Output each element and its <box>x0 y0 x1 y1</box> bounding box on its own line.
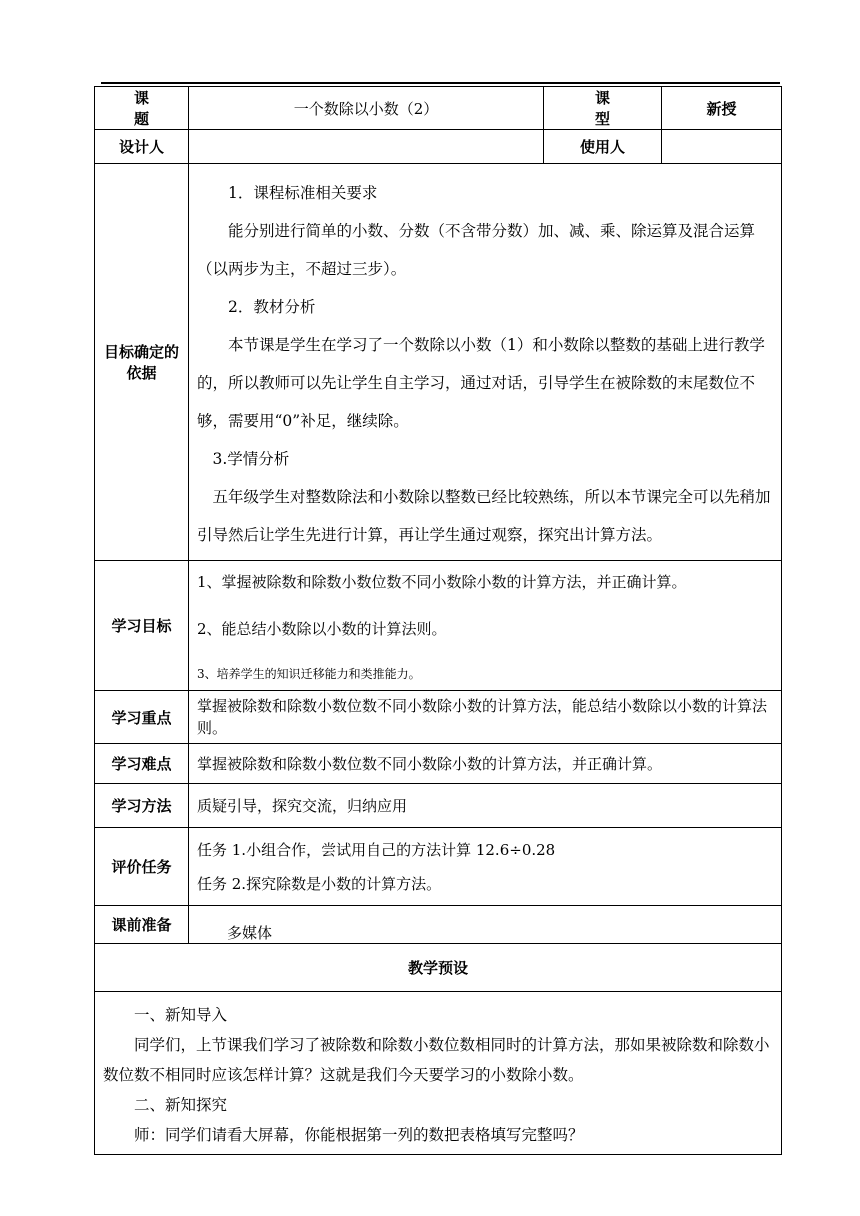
key-point-text: 掌握被除数和除数小数位数不同小数除小数的计算方法，能总结小数除以小数的计算法则。 <box>189 691 782 744</box>
teaching-body <box>95 992 782 1155</box>
designer-value <box>189 130 544 164</box>
section-1-text: 同学们，上节课我们学习了被除数和除数小数位数相同时的计算方法，那如果被除数和除数小数位数不相同时应该怎样计算？这就是我们今天要学习的小数除小数。 <box>103 1036 770 1084</box>
basis-heading-3: 3.学情分析 <box>212 450 290 468</box>
teaching-body-row <box>95 992 782 1155</box>
method-label: 学习方法 <box>95 784 189 828</box>
basis-text-1: 能分别进行简单的小数、分数（不含带分数）加、减、乘、除运算及混合运算（以两步为主，不超过三步）。 <box>197 222 756 278</box>
prep-text: 多媒体 <box>189 906 782 944</box>
teaching-title: 教学预设 <box>95 944 782 992</box>
method-text: 质疑引导，探究交流，归纳应用 <box>189 784 782 828</box>
goals-label: 学习目标 <box>95 561 189 691</box>
prep-row <box>95 906 782 944</box>
difficulty-label: 学习难点 <box>95 744 189 784</box>
tasks-row <box>95 828 782 906</box>
tasks-label: 评价任务 <box>95 828 189 906</box>
designer-row <box>95 130 782 164</box>
method-row <box>95 784 782 828</box>
designer-label: 设计人 <box>95 130 189 164</box>
difficulty-row <box>95 744 782 784</box>
type-value: 新授 <box>662 87 782 130</box>
task-2: 任务 2.探究除数是小数的计算方法。 <box>197 874 442 893</box>
section-1-heading: 一、新知导入 <box>134 1006 228 1024</box>
lesson-plan-table <box>94 86 782 1155</box>
section-2-heading: 二、新知探究 <box>134 1096 228 1114</box>
goal-item-1: 1、掌握被除数和除数小数位数不同小数除小数的计算方法，并正确计算。 <box>197 572 687 591</box>
basis-text-2: 本节课是学生在学习了一个数除以小数（1）和小数除以整数的基础上进行教学的，所以教师可以先让学生自主学习，通过对话，引导学生在被除数的末尾数位不够，需要用“0”补足，继续除。 <box>197 336 765 430</box>
goals-content <box>189 561 782 691</box>
top-rule <box>101 82 780 84</box>
basis-heading-1: 1．课程标准相关要求 <box>228 184 378 202</box>
basis-label: 目标确定的依据 <box>95 164 189 561</box>
topic-value: 一个数除以小数（2） <box>189 87 544 130</box>
difficulty-text: 掌握被除数和除数小数位数不同小数除小数的计算方法，并正确计算。 <box>189 744 782 784</box>
key-point-row <box>95 691 782 744</box>
goals-row <box>95 561 782 691</box>
prep-label: 课前准备 <box>95 906 189 944</box>
teaching-title-row <box>95 944 782 992</box>
key-point-label: 学习重点 <box>95 691 189 744</box>
user-label: 使用人 <box>544 130 662 164</box>
topic-label: 课 题 <box>95 87 189 130</box>
section-2-text: 师：同学们请看大屏幕，你能根据第一列的数把表格填写完整吗？ <box>134 1126 584 1144</box>
tasks-content <box>189 828 782 906</box>
basis-text-3: 五年级学生对整数除法和小数除以整数已经比较熟练，所以本节课完全可以先稍加引导然后让学生先进行计算，再让学生通过观察，探究出计算方法。 <box>197 488 771 544</box>
basis-heading-2: 2．教材分析 <box>228 298 316 316</box>
goal-item-2: 2、能总结小数除以小数的计算法则。 <box>197 619 447 638</box>
user-value <box>662 130 782 164</box>
type-label: 课 型 <box>544 87 662 130</box>
basis-content <box>189 164 782 561</box>
basis-row <box>95 164 782 561</box>
topic-row <box>95 87 782 130</box>
task-1: 任务 1.小组合作，尝试用自己的方法计算 12.6÷0.28 <box>197 840 556 859</box>
goal-item-3: 3、培养学生的知识迁移能力和类推能力。 <box>197 666 421 681</box>
